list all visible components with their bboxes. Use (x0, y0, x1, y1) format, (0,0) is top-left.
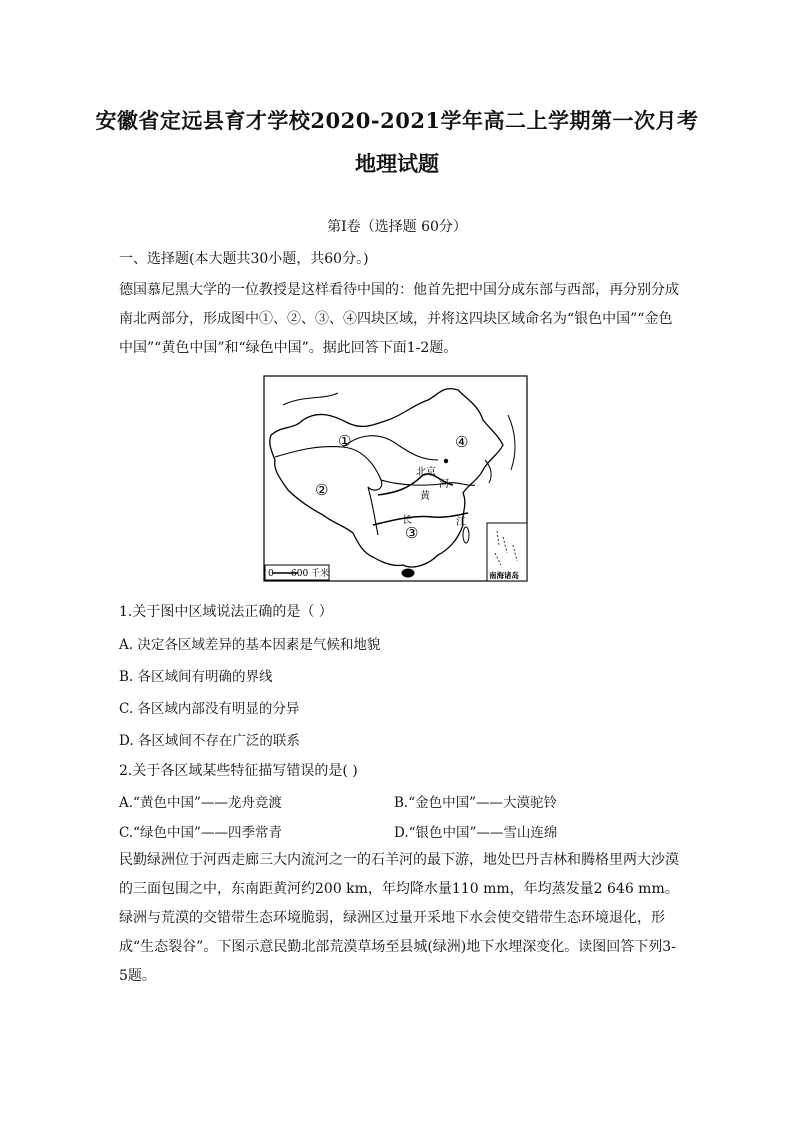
yangtze-char-2: 江 (456, 517, 466, 528)
yellow-river-char-2: 河 (439, 479, 449, 490)
q1-option-d: D. 各区域间不存在广泛的联系 (119, 733, 300, 749)
hainan-shape (402, 569, 414, 577)
yellow-river-char-1: 黄 (420, 491, 430, 502)
region-label-3: ③ (405, 524, 419, 542)
region-label-4: ④ (455, 433, 469, 451)
q2-option-b: B.“金色中国”——大漠驼铃 (394, 795, 558, 811)
china-regions-map (263, 375, 528, 582)
q2-stem: 2.关于各区域某些特征描写错误的是( ) (119, 763, 358, 779)
q2-option-a: A.“黄色中国”——龙舟竞渡 (119, 795, 282, 811)
intro-passage: 德国慕尼黑大学的一位教授是这样看待中国的：他首先把中国分成东部与西部，再分别分成南北两部分，形成图中①、②、③、④四块区域，并将这四块区域命名为“银色中国”“金色中国”“黄色中国”和“绿色中国”。据此回答下面1-2题。 (119, 282, 679, 356)
q2-option-c: C.“绿色中国”——四季常青 (119, 825, 282, 841)
passage-minqin: 民勤绿洲位于河西走廊三大内流河之一的石羊河的最下游，地处巴丹吉林和腾格里两大沙漠的三面包围之中，东南距黄河约200 km，年均降水量110 mm，年均蒸发量2 646 mm。绿洲与荒漠的交错带生态环境脆弱，绿洲区过量开采地下水会使交错带生态环境退化，形成“生态裂谷”。下图示意民勤北部荒漠草场至县城(绿洲)地下水埋深变化。读图回答下列3-5题。 (119, 852, 679, 984)
region-label-1: ① (338, 432, 352, 450)
q1-option-a: A. 决定各区域差异的基本因素是气候和地貌 (119, 637, 381, 653)
scale-label: 600 千米 (291, 569, 330, 579)
beijing-label: 北京 (416, 467, 436, 478)
exam-title: 安徽省定远县育才学校2020-2021学年高二上学期第一次月考 (95, 108, 699, 133)
map-svg (263, 375, 528, 582)
scale-zero: 0 (268, 569, 274, 579)
beijing-dot (444, 459, 448, 463)
q1-stem: 1.关于图中区域说法正确的是（ ） (119, 604, 333, 620)
exam-subject-title: 地理试题 (355, 151, 439, 176)
section-header: 第Ⅰ卷（选择题 60分） (327, 219, 467, 235)
q1-option-c: C. 各区域内部没有明显的分异 (119, 701, 300, 717)
part-heading: 一、选择题(本大题共30小题，共60分。) (119, 251, 369, 267)
south-sea-label: 南海诸岛 (489, 571, 519, 580)
q1-option-b: B. 各区域间有明确的界线 (119, 669, 273, 685)
region-label-2: ② (315, 481, 329, 499)
q2-option-d: D.“银色中国”——雪山连绵 (394, 825, 558, 841)
yangtze-char-1: 长 (402, 515, 412, 526)
